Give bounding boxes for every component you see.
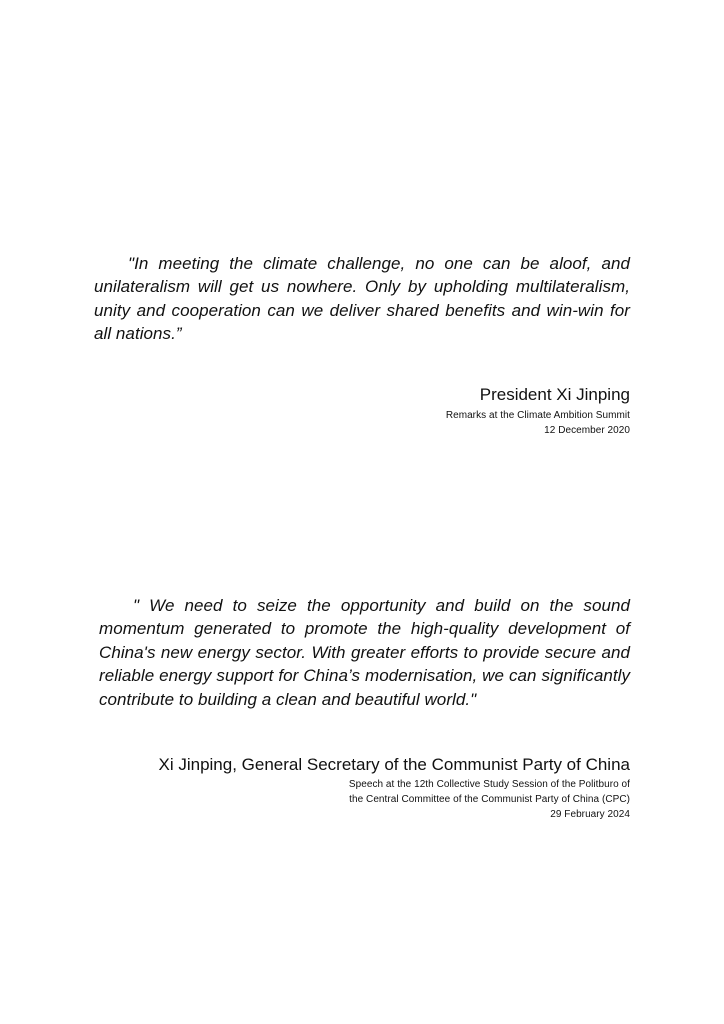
attribution-1-speaker: President Xi Jinping: [479, 385, 630, 404]
attribution-2-date: 29 February 2024: [550, 809, 630, 820]
quote-2-text: " We need to seize the opportunity and build on the sound momentum generated to promote the high-quality development of China's new energy sector. With greater efforts to provide secure and reliable energy support for China’s modernisation, we can significantly contribute to building a clean and beautiful world.": [99, 596, 630, 709]
attribution-1: [446, 384, 630, 438]
attribution-2-source-line-2: the Central Committee of the Communist Party of China (CPC): [349, 794, 630, 805]
attribution-2-speaker: Xi Jinping, General Secretary of the Communist Party of China: [158, 755, 630, 774]
attribution-1-date: 12 December 2020: [544, 425, 630, 436]
attribution-2: [159, 754, 631, 822]
attribution-1-source-line: Remarks at the Climate Ambition Summit: [445, 410, 630, 421]
attribution-2-source-line-1: Speech at the 12th Collective Study Session of the Politburo of: [348, 779, 630, 790]
quote-1-text: "In meeting the climate challenge, no one can be aloof, and unilateralism will get us nowhere. Only by upholding multilateralism, unity and cooperation can we deliver shared benefits and win-win for all nations.”: [94, 254, 630, 344]
quote-2: [99, 594, 630, 711]
quote-1: [94, 252, 630, 346]
